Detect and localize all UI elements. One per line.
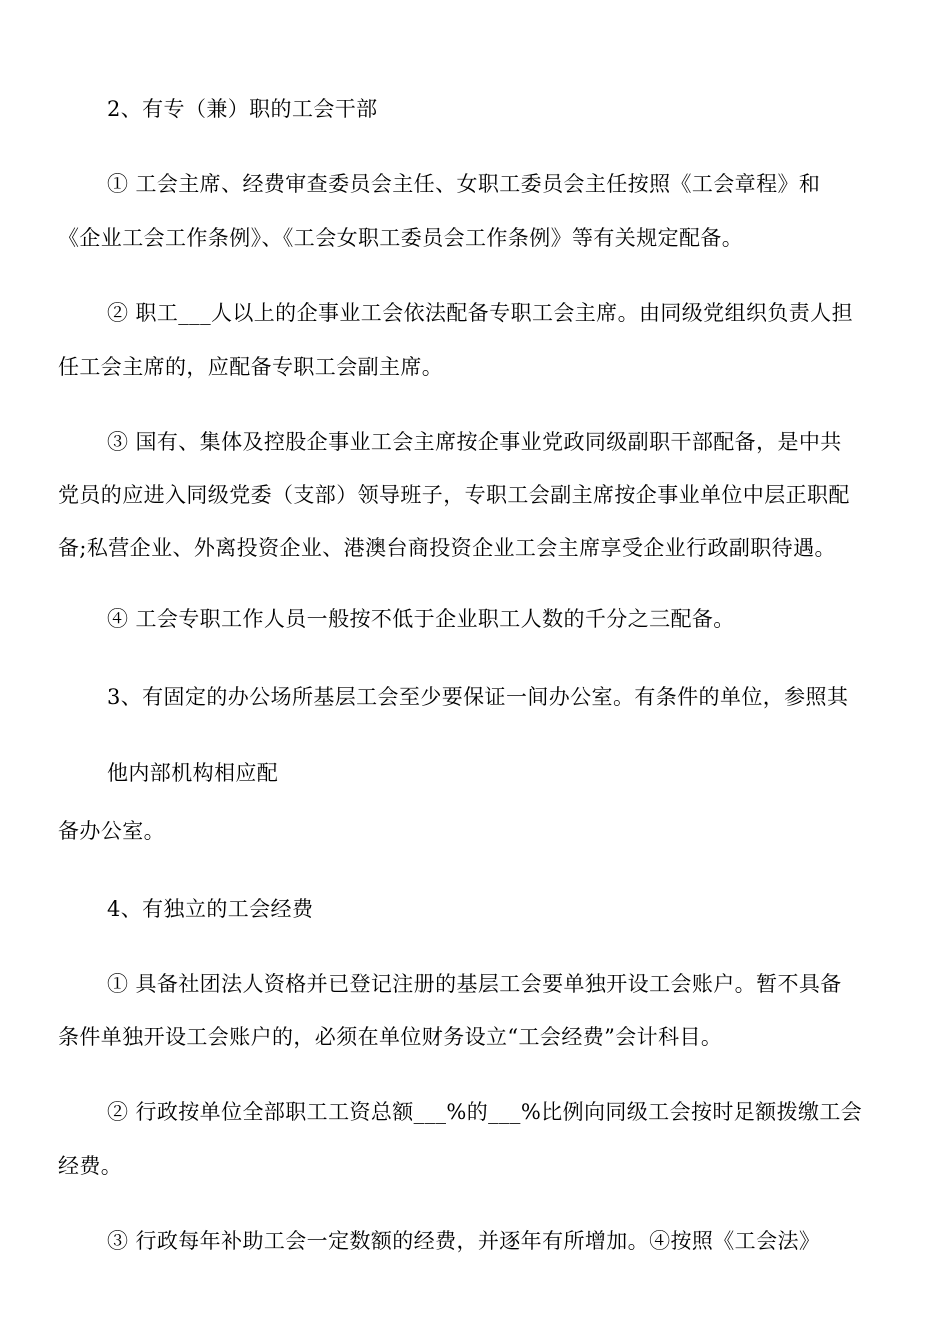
- paragraph-line: 条件单独开设工会账户的，必须在单位财务设立“工会经费”会计科目。: [58, 1025, 723, 1049]
- paragraph-line: ① 具备社团法人资格并已登记注册的基层工会要单独开设工会账户。暂不具备: [107, 972, 842, 996]
- paragraph-line: 经费。: [58, 1154, 123, 1178]
- paragraph-line: 任工会主席的，应配备专职工会副主席。: [58, 355, 444, 379]
- paragraph-line: ④ 工会专职工作人员一般按不低于企业职工人数的千分之三配备。: [107, 607, 735, 631]
- paragraph-line: ① 工会主席、经费审查委员会主任、女职工委员会主任按照《工会章程》和: [107, 172, 821, 196]
- paragraph-line: 他内部机构相应配: [107, 761, 279, 785]
- heading-2: 2、有专（兼）职的工会干部: [107, 97, 378, 121]
- paragraph-line: 备办公室。: [58, 819, 165, 843]
- paragraph-line: 党员的应进入同级党委（支部）领导班子，专职工会副主席按企事业单位中层正职配: [58, 483, 850, 507]
- paragraph-line: ③ 行政每年补助工会一定数额的经费，并逐年有所增加。④按照《工会法》: [107, 1229, 821, 1253]
- paragraph-line: ③ 国有、集体及控股企事业工会主席按企事业党政同级副职干部配备，是中共: [107, 430, 842, 454]
- heading-3: 3、有固定的办公场所基层工会至少要保证一间办公室。有条件的单位，参照其: [107, 685, 849, 709]
- heading-4: 4、有独立的工会经费: [107, 897, 314, 921]
- paragraph-line: ② 职工___人以上的企事业工会依法配备专职工会主席。由同级党组织负责人担: [107, 301, 853, 325]
- paragraph-line: 《企业工会工作条例》、《工会女职工委员会工作条例》等有关规定配备。: [58, 226, 744, 250]
- paragraph-line: ② 行政按单位全部职工工资总额___%的___%比例向同级工会按时足额拨缴工会: [107, 1100, 863, 1124]
- paragraph-line: 备;私营企业、外离投资企业、港澳台商投资企业工会主席享受企业行政副职待遇。: [58, 536, 836, 560]
